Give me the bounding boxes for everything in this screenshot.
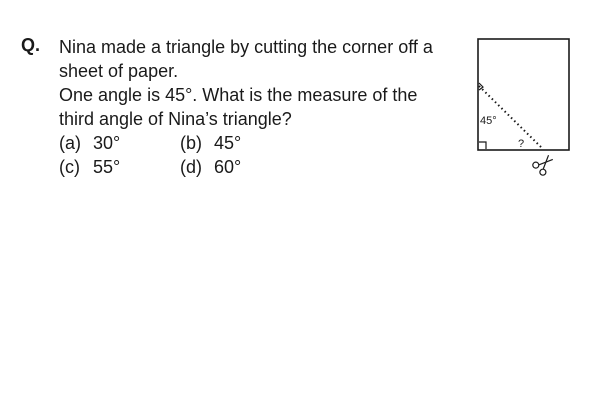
scissors-icon: [532, 152, 557, 177]
option-a-letter: (a): [59, 133, 81, 153]
question-line-1: Nina made a triangle by cutting the corner off a: [59, 37, 433, 57]
paper-sheet: [478, 39, 569, 150]
question-line-4: third angle of Nina’s triangle?: [59, 109, 292, 129]
option-a[interactable]: [59, 131, 180, 155]
option-d-value: 60°: [214, 157, 242, 177]
question-line-3: One angle is 45°. What is the measure of the: [59, 85, 418, 105]
paper-figure-svg: [470, 30, 580, 180]
question-line-2: sheet of paper.: [59, 61, 179, 81]
answer-options: [59, 131, 301, 179]
option-c-letter: (c): [59, 157, 80, 177]
option-b-value: 45°: [214, 133, 242, 153]
option-b[interactable]: [180, 131, 301, 155]
right-angle-icon: [479, 142, 486, 149]
options-row-2: [59, 155, 301, 179]
options-row-1: [59, 131, 301, 155]
question-label: Q.: [21, 35, 41, 55]
option-c-value: 55°: [93, 157, 121, 177]
option-a-value: 30°: [93, 133, 121, 153]
option-d[interactable]: [180, 155, 301, 179]
paper-figure: [470, 30, 580, 180]
question-text: [59, 35, 479, 131]
angle-label: 45°: [480, 115, 497, 127]
option-b-letter: (b): [180, 133, 202, 153]
unknown-angle-label: ?: [518, 138, 525, 150]
option-c[interactable]: [59, 155, 180, 179]
option-d-letter: (d): [180, 157, 202, 177]
